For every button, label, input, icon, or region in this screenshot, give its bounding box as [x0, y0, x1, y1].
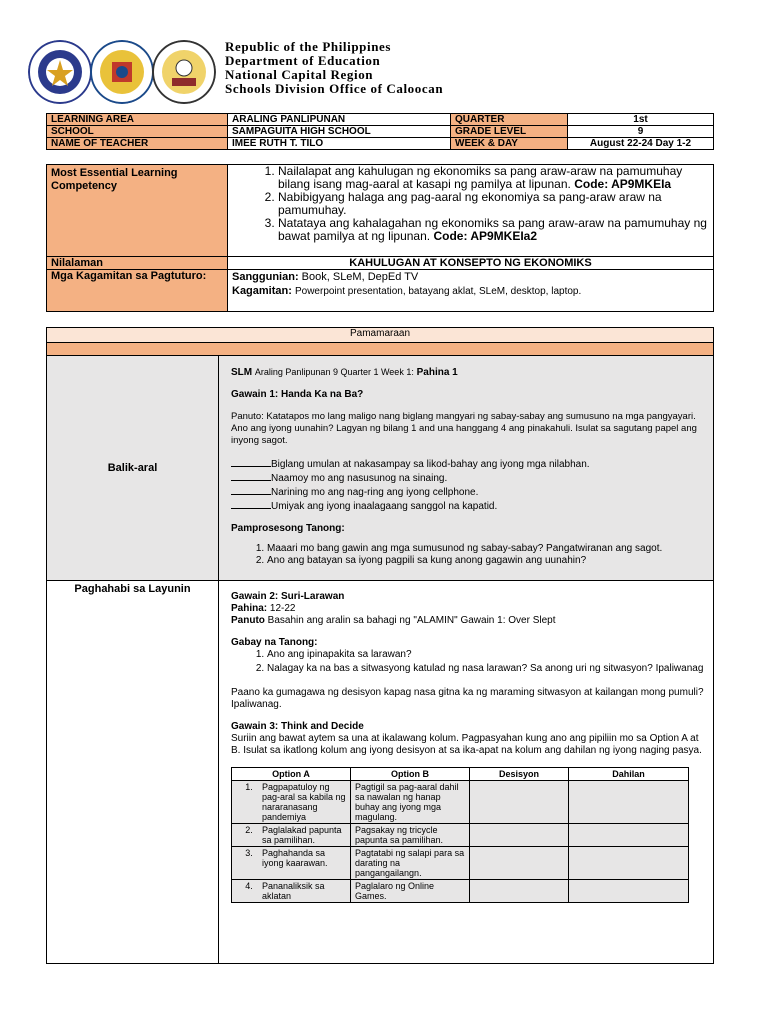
competency-code: Code: AP9MKEIa [574, 177, 672, 191]
desisyon-cell[interactable] [470, 781, 569, 824]
table-row [232, 847, 689, 880]
think-decide-table [231, 767, 689, 903]
event-item: Narining mo ang nag-ring ang iyong cellphone. [231, 485, 705, 499]
lesson-info-table [46, 113, 714, 150]
option-b-cell: Pagsakay ng tricycle papunta sa pamilihan. [351, 824, 470, 847]
gabay-questions [231, 649, 705, 675]
desisyon-cell[interactable] [470, 824, 569, 847]
answer-blank [231, 471, 271, 481]
col-option-a: Option A [232, 768, 351, 781]
col-desisyon: Desisyon [470, 768, 569, 781]
proseso-questions [231, 543, 705, 567]
competency-item: 2. Nabibigyang halaga ang pag-aaral ng ekonomiya sa pang-araw araw na pamumuhay. [278, 191, 709, 217]
office-header [225, 40, 443, 96]
grade-level-value: 9 [568, 126, 714, 138]
week-day-value: August 22-24 Day 1-2 [568, 138, 714, 150]
answer-blank [231, 457, 271, 467]
procedure-title: Pamamaraan [47, 328, 714, 343]
option-a-cell: 3. Paghahanda sa iyong kaarawan. [232, 847, 351, 880]
competency-table [46, 164, 714, 312]
gabay-label: Gabay na Tanong: [231, 637, 318, 648]
dahilan-cell[interactable] [569, 824, 689, 847]
competency-label: Most Essential Learning Competency [47, 165, 228, 257]
paghahabi-label: Paghahabi sa Layunin [47, 581, 219, 964]
header-line-1: Republic of the Philippines [225, 39, 392, 54]
school-value: SAMPAGUITA HIGH SCHOOL [228, 126, 451, 138]
header-line-2: Department of Education [225, 53, 381, 68]
competency-item: 3. Natataya ang kahalagahan ng ekonomiks sa pang araw-araw na pamumuhay ng bawat pamilya at ng lipunan. Code: AP9MKEIa2 [278, 217, 709, 243]
answer-blank [231, 499, 271, 509]
grade-level-label: GRADE LEVEL [451, 126, 568, 138]
table-row [232, 880, 689, 903]
competency-item: 1. Nailalapat ang kahulugan ng ekonomiks sa pang araw-araw na pamumuhay bilang isang mag-aaral at kasapi ng pamilya at lipunan. Code: AP9MKEIa [278, 165, 709, 191]
teacher-value: IMEE RUTH T. TILO [228, 138, 451, 150]
panuto-label: Panuto [231, 615, 265, 626]
procedure-spacer [47, 343, 714, 356]
option-a-cell: 2. Paglalakad papunta sa pamilihan. [232, 824, 351, 847]
header-line-3: National Capital Region [225, 67, 374, 82]
quarter-value: 1st [568, 114, 714, 126]
competency-list-cell [228, 165, 714, 257]
learning-area-label: LEARNING AREA [47, 114, 228, 126]
learning-area-value: ARALING PANLIPUNAN [228, 114, 451, 126]
paano-text: Paano ka gumagawa ng desisyon kapag nasa gitna ka ng maraming sitwasyon at kailangan mong pumuli? Ipaliwanag. [231, 687, 704, 710]
question-item: 2. Ano ang batayan sa iyong pagpili sa kung anong gagawin ang uunahin? [267, 555, 705, 567]
deped-seal-icon [28, 40, 92, 104]
sanggunian-label: Sanggunian: [232, 271, 299, 283]
gawain-2-title: Gawain 2: Suri-Larawan [231, 591, 345, 602]
question-item: 2. Nalagay ka na bas a sitwasyong katulad ng nasa larawan? Sa anong uri ng sitwasyon? Ipaliwanag [267, 663, 705, 675]
kagamitan-value: Powerpoint presentation, batayang aklat, SLeM, desktop, laptop. [294, 286, 582, 297]
event-item: Biglang umulan at nakasampay sa likod-bahay ang iyong mga nilabhan. [231, 457, 705, 471]
question-item: 1. Ano ang ipinapakita sa larawan? [267, 649, 705, 661]
pahina-value: 12-22 [269, 603, 296, 614]
pahina-label: Pahina: [231, 603, 268, 614]
option-a-cell: 4. Pananaliksik sa aklatan [232, 880, 351, 903]
dahilan-cell[interactable] [569, 781, 689, 824]
header-line-4: Schools Division Office of Caloocan [225, 81, 444, 96]
gawain-3-title: Gawain 3: Think and Decide [231, 721, 364, 732]
kagamitan-cell [228, 270, 714, 312]
balik-aral-content [219, 356, 714, 581]
col-dahilan: Dahilan [569, 768, 689, 781]
desisyon-cell[interactable] [470, 847, 569, 880]
table-row [232, 781, 689, 824]
answer-blank [231, 485, 271, 495]
nilalaman-value: KAHULUGAN AT KONSEPTO NG EKONOMIKS [228, 257, 714, 270]
proseso-label: Pamprosesong Tanong: [231, 523, 345, 534]
col-option-b: Option B [351, 768, 470, 781]
event-item: Naamoy mo ang nasusunog na sinaing. [231, 471, 705, 485]
option-b-cell: Pagtatabi ng salapi para sa darating na pangangailangn. [351, 847, 470, 880]
option-b-cell: Paglalaro ng Online Games. [351, 880, 470, 903]
balik-aral-label: Balik-aral [47, 356, 219, 581]
sanggunian-value: Book, SLeM, DepEd TV [301, 271, 419, 283]
panuto-1: Panuto: Katatapos mo lang maligo nang biglang mangyari ng sabay-sabay ang sumusuno na mga pangyayari. Ano ang iyong uunahin? Lagyan ng bilang 1 and una hanggang 4 ang pinakahuli. Isulat sa sagutang papel ang inyong sagot. [231, 411, 697, 446]
slm-page: Pahina 1 [416, 367, 458, 378]
dahilan-cell[interactable] [569, 880, 689, 903]
slm-label: SLM [231, 367, 253, 378]
gawain-3-text: Suriin ang bawat aytem sa una at ikalawang kolum. Pagpasyahan kung ano ang pipiliin mo sa Option A at B. Isulat sa ikatlong kolum ang iyong desisyon at sa ika-apat na kolum ang dahilan ng iyong naging pasya. [231, 733, 702, 756]
slm-text: Araling Panlipunan 9 Quarter 1 Week 1: [254, 367, 414, 377]
option-a-cell: 1. Pagpapatuloy ng pag-aral sa kabila ng nararanasang pandemiya [232, 781, 351, 824]
table-row [232, 824, 689, 847]
events-list [231, 457, 705, 513]
event-item: Umiyak ang iyong inaalagaang sanggol na kapatid. [231, 499, 705, 513]
quarter-label: QUARTER [451, 114, 568, 126]
competency-code: Code: AP9MKEIa2 [433, 229, 538, 243]
paghahabi-content [219, 581, 714, 964]
option-b-cell: Pagtigil sa pag-aaral dahil sa nawalan ng hanap buhay ang iyong mga magulang. [351, 781, 470, 824]
kagamitan-label: Mga Kagamitan sa Pagtuturo: [47, 270, 228, 312]
school-seal-icon [152, 40, 216, 104]
panuto-2: Basahin ang aralin sa bahagi ng "ALAMIN" Gawain 1: Over Slept [267, 615, 556, 626]
competency-list [236, 165, 709, 243]
desisyon-cell[interactable] [470, 880, 569, 903]
procedure-table [46, 327, 714, 964]
teacher-label: NAME OF TEACHER [47, 138, 228, 150]
question-item: 1. Maaari mo bang gawin ang mga sumusunod ng sabay-sabay? Pangatwiranan ang sagot. [267, 543, 705, 555]
school-label: SCHOOL [47, 126, 228, 138]
schools-division-seal-icon [90, 40, 154, 104]
nilalaman-label: Nilalaman [47, 257, 228, 270]
dahilan-cell[interactable] [569, 847, 689, 880]
kagamitan-sub-label: Kagamitan: [232, 285, 292, 297]
gawain-1-title: Gawain 1: Handa Ka na Ba? [231, 389, 364, 400]
week-day-label: WEEK & DAY [451, 138, 568, 150]
